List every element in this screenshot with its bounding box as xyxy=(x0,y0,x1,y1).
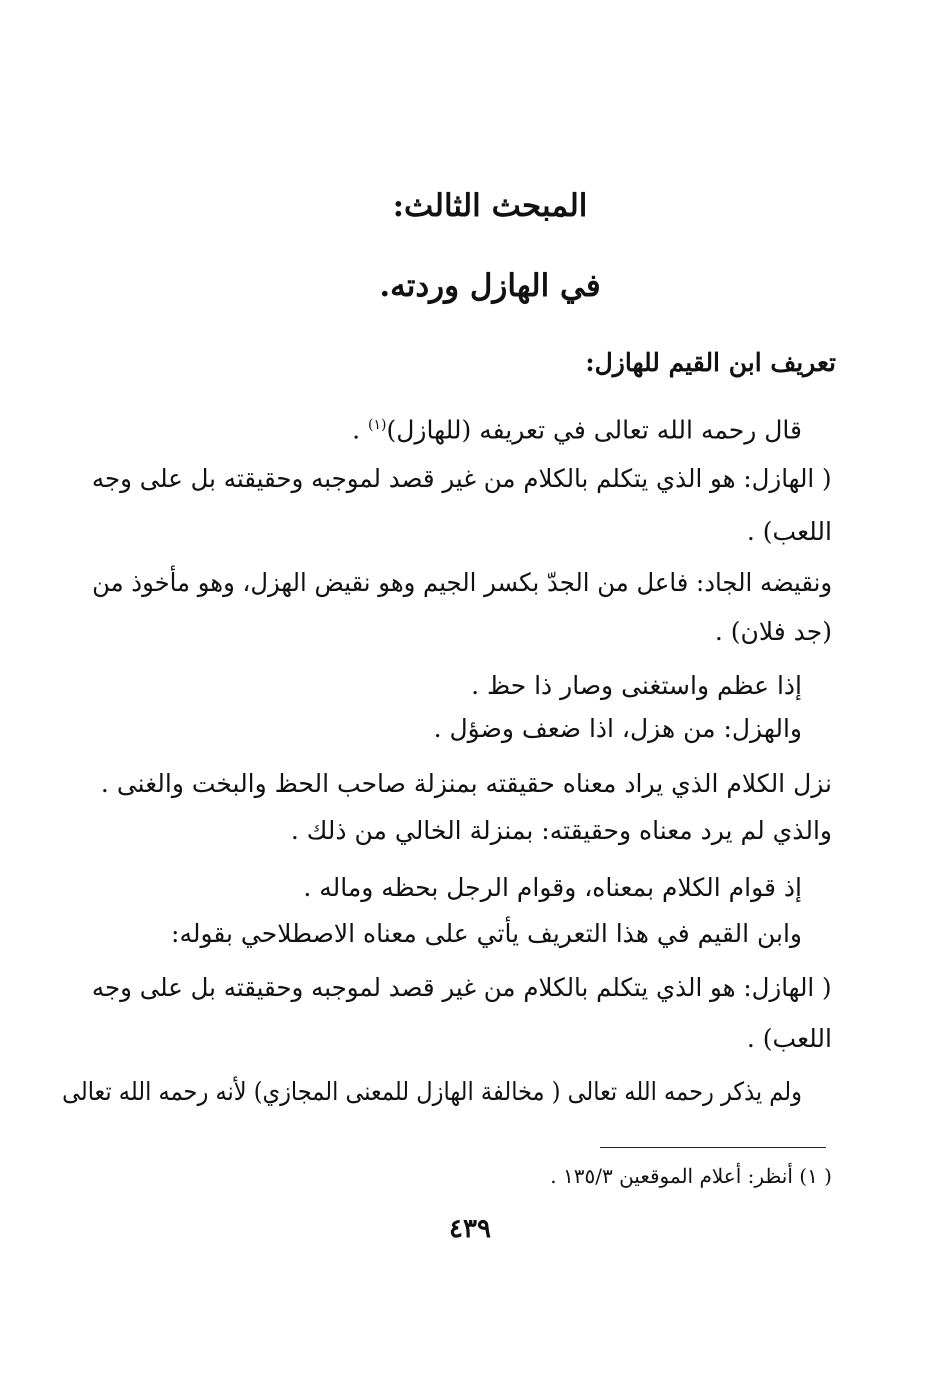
section-subtitle: في الهازل وردته. xyxy=(379,268,601,304)
paragraph-line: اللعب) . xyxy=(746,1024,832,1053)
footnote-separator xyxy=(600,1147,826,1148)
paragraph-line: ونقيضه الجاد: فاعل من الجدّ بكسر الجيم وهو نقيض الهزل، وهو مأخوذ من xyxy=(91,568,832,597)
paragraph-line: اللعب) . xyxy=(746,517,832,546)
footnote-reference: (١) xyxy=(368,417,387,433)
paragraph-line: والذي لم يرد معناه وحقيقته: بمنزلة الخالي من ذلك . xyxy=(290,816,832,845)
paragraph-line: وابن القيم في هذا التعريف يأتي على معناه الاصطلاحي بقوله: xyxy=(171,919,802,948)
section-title: المبحث الثالث: xyxy=(392,188,588,224)
paragraph-text: قال رحمه الله تعالى في تعريفه (للهازل) xyxy=(386,415,802,445)
verse-line: إذا عظم واستغنى وصار ذا حظ . xyxy=(471,671,802,700)
paragraph-text-end: . xyxy=(352,415,369,445)
paragraph-line: ( الهازل: هو الذي يتكلم بالكلام من غير قصد لموجبه وحقيقته بل على وجه xyxy=(92,464,832,493)
paragraph-line: (جد فلان) . xyxy=(714,617,832,646)
paragraph-line: ( الهازل: هو الذي يتكلم بالكلام من غير قصد لموجبه وحقيقته بل على وجه xyxy=(92,973,832,1002)
paragraph-line xyxy=(352,408,802,447)
paragraph-line: ولم يذكر رحمه الله تعالى ( مخالفة الهازل للمعنى المجازي) لأنه رحمه الله تعالى xyxy=(62,1077,802,1106)
page-number: ٤٣٩ xyxy=(449,1214,491,1244)
paragraph-line: نزل الكلام الذي يراد معناه حقيقته بمنزلة صاحب الحظ والبخت والغنى . xyxy=(100,769,832,798)
heading-ibn-qayyim-definition: تعريف ابن القيم للهازل: xyxy=(585,348,836,377)
paragraph-line: إذ قوام الكلام بمعناه، وقوام الرجل بحظه وماله . xyxy=(303,873,802,902)
footnote: ( ١) أنظر: أعلام الموقعين ١٣٥/٣ . xyxy=(550,1164,832,1188)
verse-line: والهزل: من هزل، اذا ضعف وضؤل . xyxy=(433,714,802,743)
